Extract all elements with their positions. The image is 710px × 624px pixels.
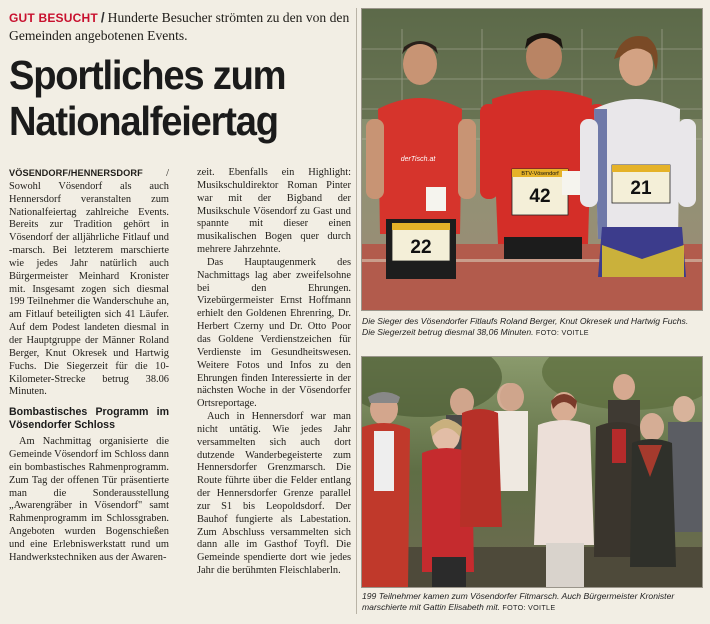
paragraph-1-text: / Sowohl Vösendorf als auch Hennersdorf veranstalten zum Nationalfeiertag zahlreiche Events. Bereits zur Tradition gehört in Vösendorf der alljährliche Fitlauf und -marsch. Bei letzterem marschierte wie jedes Jahr natürlich auch Bürgermeister Meinhard Kronister mit. Insgesamt zogen sich diesmal 199 Teilnehmer die Wanderschuhe an, am Fitlauf beteiligten sich 41 Läufer. Auf dem Podest landeten diesmal in der Hauptgruppe der Männer Roland Berger, Knut Okresek und Hartwig Fuchs. Die Siegerzeit für die 10-Kilometer-Strecke betrug 38.06 Minuten. <box>9 168 169 398</box>
kicker-separator: / <box>100 10 105 25</box>
body-column-2 <box>197 167 351 578</box>
paragraph-2: Am Nachmittag organisierte die Gemeinde Vösendorf im Schloss dann ein bombastisches Rahmenprogramm. Zum Tag der offenen Tür präsentierte man die Sonderausstellung „Awarengräber in Vösendorf" samt Rahmenprogramm im Schlossgraben. Angeboten wurden Bogenschießen und eine Erlebniswerkstatt rund um Handwerkstechniken aus der Awaren- <box>9 436 169 563</box>
body-column-1 <box>9 167 169 565</box>
caption-winners <box>362 316 700 338</box>
paragraph-3: zeit. Ebenfalls ein Highlight: Musikschuldirektor Roman Pinter war mit der Bigband der Musikschule Vösendorf zu Gast und spannte mit dieser einen musikalischen Bogen quer durch mehrere Jahrzehnte. <box>197 167 351 256</box>
photo-walkers <box>361 356 703 588</box>
dateline: VÖSENDORF/HENNERSDORF <box>9 168 143 178</box>
subtitle: Hunderte Besucher strömten zu den von den Gemeinden angebotenen Events. <box>9 10 350 43</box>
shirt-print: derTisch.at <box>400 156 436 163</box>
paragraph-5: Auch in Hennersdorf war man nicht untätig. Wie jedes Jahr versammelten sich auch dort dutzende Wanderbegeisterte zum Hennersdorfer Grenzmarsch. Die Route führte über die Felder entlang der Hennersdorfer Grenze parallel zur S1 bis Leopoldsdorf. Der Bauhof fungierte als Labestation. Zum Abschluss versammelten sich dann alle im Gasthof Toyfl. Die Gemeinde spendierte dort wie jedes Jahr die berühmten Fleischlaberln. <box>197 411 351 577</box>
photo-credit-2: FOTO: VOITLE <box>502 603 556 612</box>
caption-walkers <box>362 591 700 613</box>
bib-sponsor: BTV-Vösendorf <box>521 171 559 177</box>
bib-number-center: 42 <box>529 186 551 207</box>
kicker-line <box>9 9 354 44</box>
kicker: GUT BESUCHT <box>9 11 98 25</box>
caption-winners-text: Die Sieger des Vösendorfer Fitlaufs Roland Berger, Knut Okresek und Hartwig Fuchs. Die Siegerzeit betrug diesmal 38,06 Minuten. <box>362 316 689 337</box>
paragraph-4: Das Hauptaugenmerk des Nachmittags lag aber zweifelsohne bei den Ehrungen. Vizebürgermeister Ernst Hoffmann erhielt den Goldenen Ehrenring, Dr. Herbert Czerny und Dr. Otto Poor das Goldene Verdienstzeichen für Verdienste im Gesundheitswesen. Weitere Fotos und Infos zu den Ehrungen finden Interessierte in der nächsten Woche in der Vösendorfer Ortsreportage. <box>197 256 351 410</box>
photo-credit-1: FOTO: VOITLE <box>535 328 589 337</box>
photo-winners <box>361 8 703 311</box>
headline <box>9 52 333 144</box>
caption-walkers-text: 199 Teilnehmer kamen zum Vösendorfer Fitmarsch. Auch Bürgermeister Kronister marschierte mit Gattin Elisabeth mit. <box>362 591 675 612</box>
bib-number-left: 22 <box>410 237 432 258</box>
headline-line-2: Nationalfeiertag <box>9 98 278 144</box>
column-divider <box>356 8 357 614</box>
photo-walkers-image <box>362 357 702 587</box>
photo-winners-image <box>362 9 702 310</box>
subheading: Bombastisches Programm im Vösendorfer Schloss <box>9 406 169 431</box>
bib-number-right: 21 <box>630 178 652 199</box>
paragraph-1 <box>9 167 169 399</box>
headline-line-1: Sportliches zum <box>9 52 286 98</box>
